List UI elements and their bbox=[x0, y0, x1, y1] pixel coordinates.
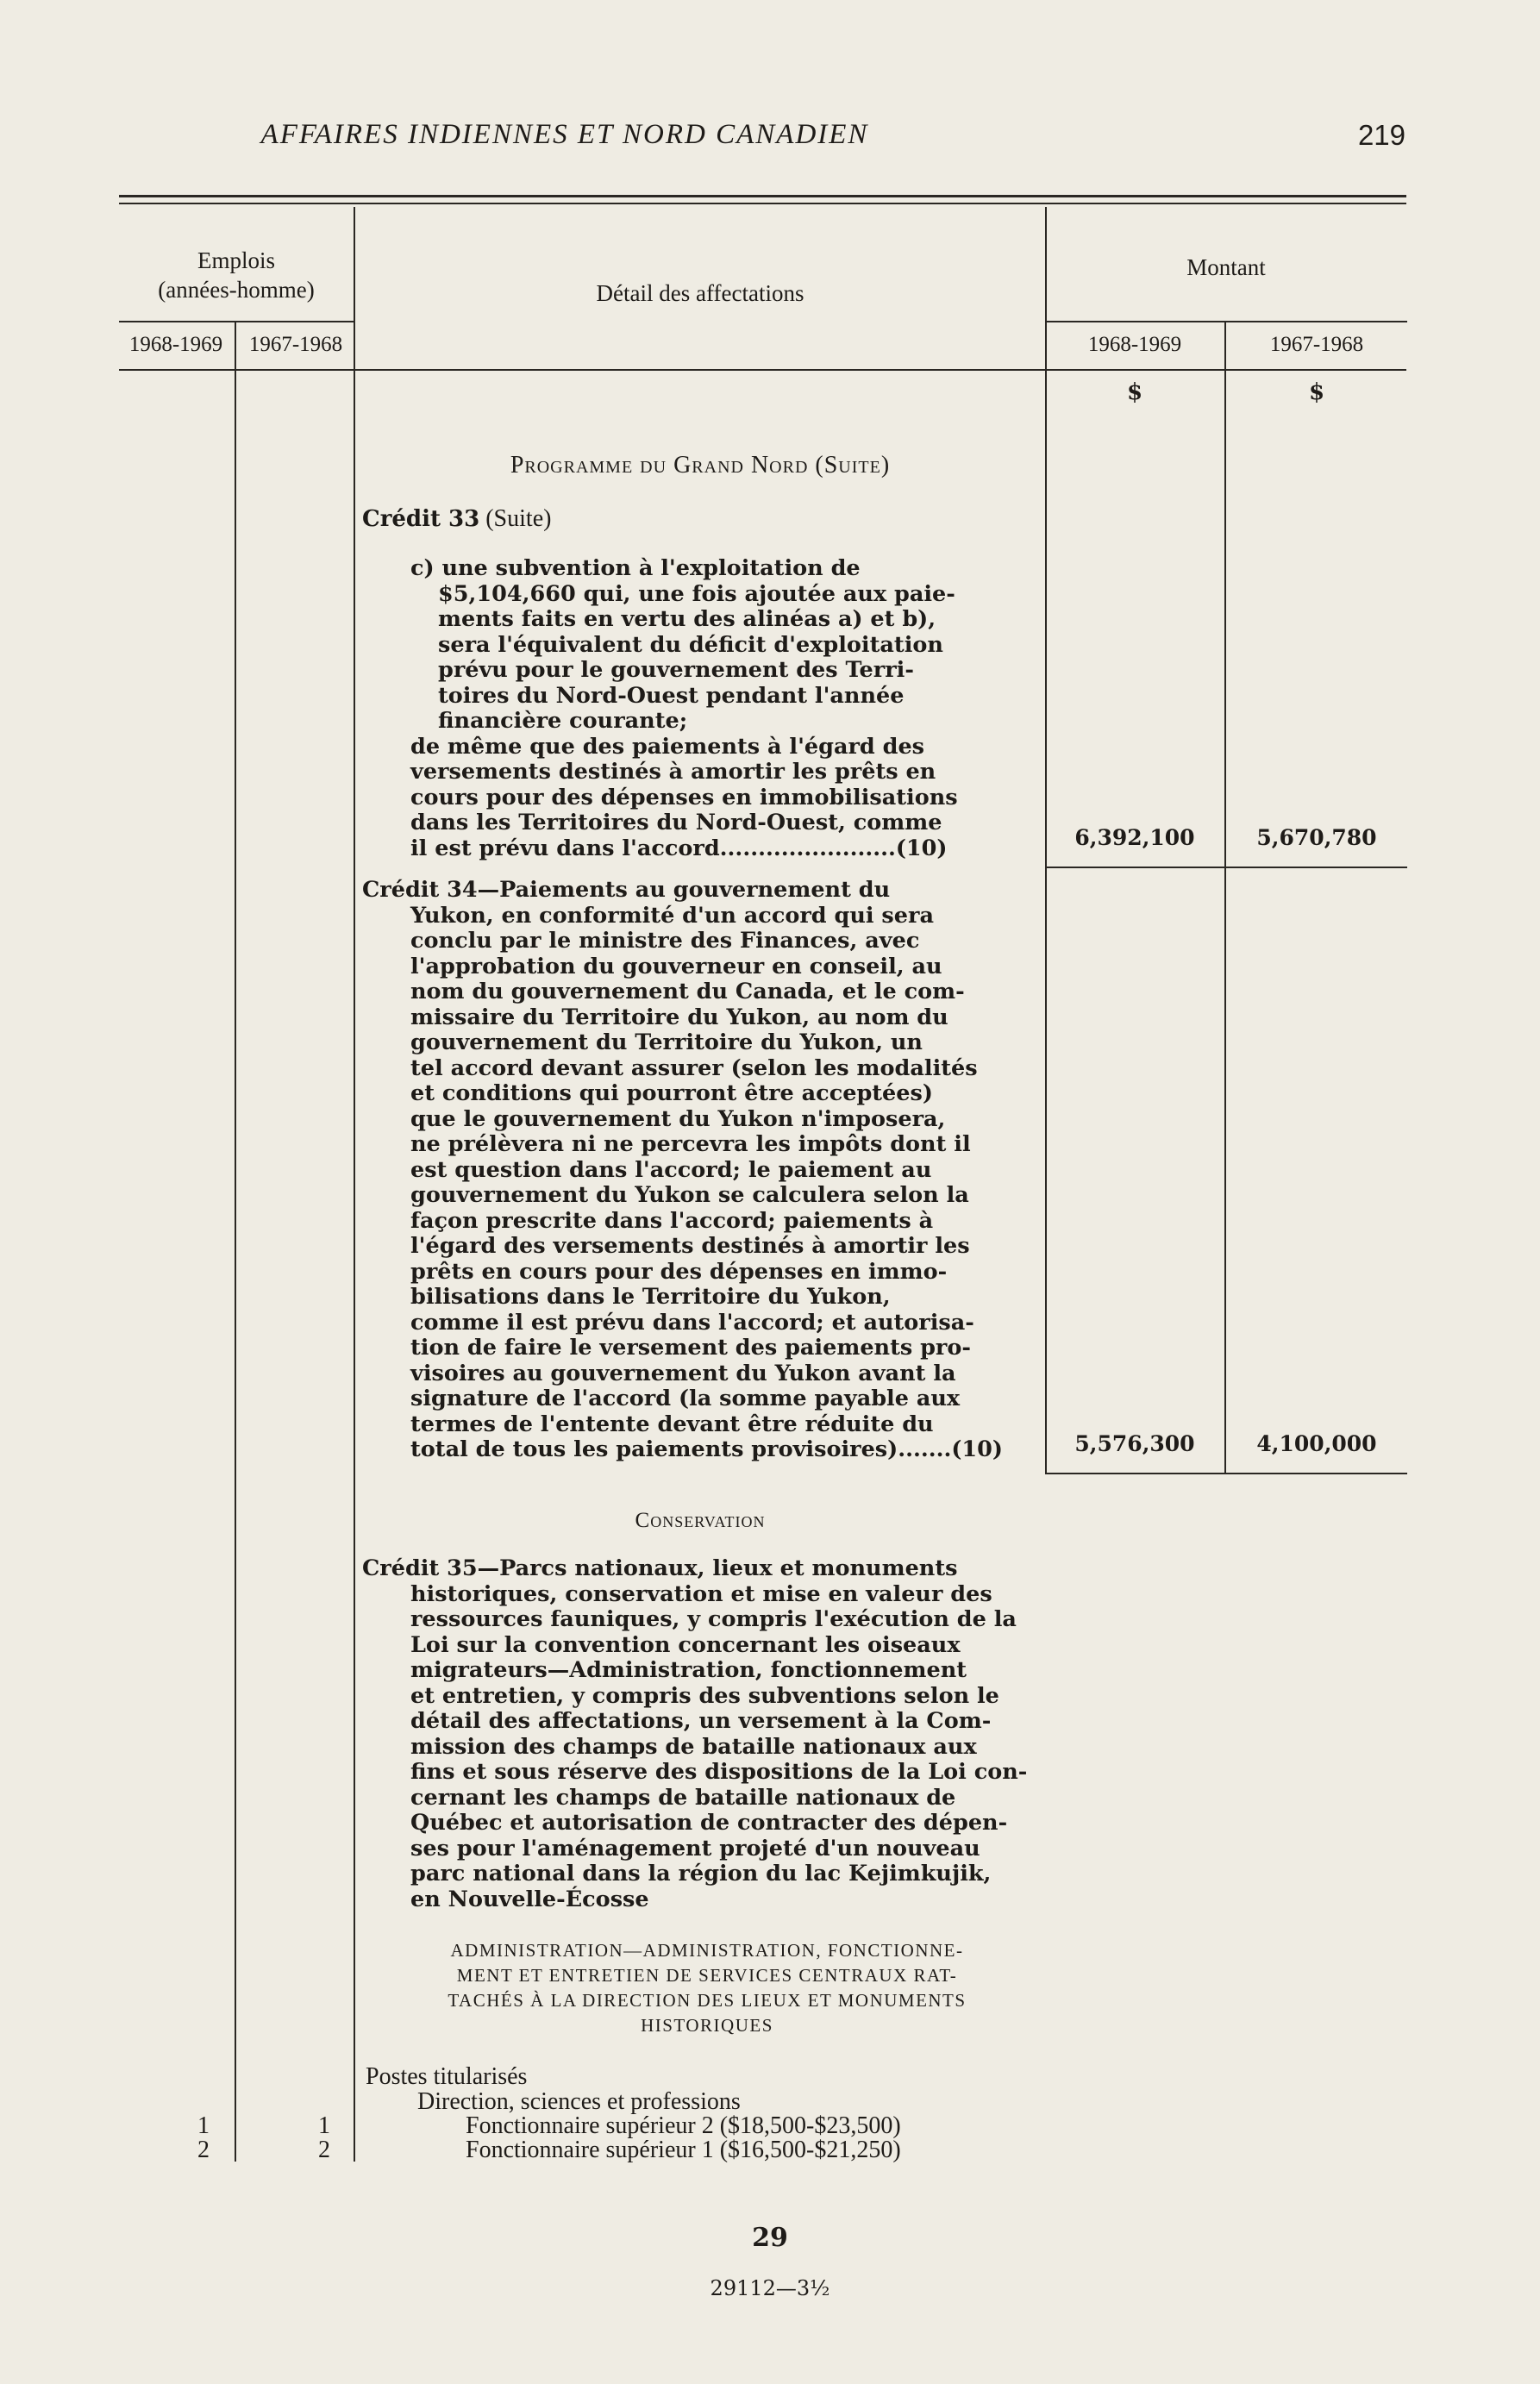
credit-33-line: toires du Nord-Ouest pendant l'année bbox=[438, 682, 905, 709]
page-number: 219 bbox=[1357, 119, 1405, 151]
credit-34-line: que le gouvernement du Yukon n'imposera, bbox=[410, 1105, 946, 1132]
credit-34-amount-rule bbox=[1045, 1473, 1407, 1474]
credit-34-line: conclu par le ministre des Finances, avec bbox=[410, 928, 920, 954]
annees-homme-label: (années-homme) bbox=[158, 277, 315, 303]
admin-heading-line: ADMINISTRATION—ADMINISTRATION, FONCTIONNE- bbox=[450, 1940, 964, 1961]
admin-heading-line: TACHÉS À LA DIRECTION DES LIEUX ET MONUMENTS bbox=[448, 1990, 967, 2011]
col-divider-detail-left bbox=[354, 207, 355, 2162]
credit-34-text bbox=[362, 878, 1043, 1463]
admin-heading bbox=[405, 1938, 1009, 2038]
year-header-montant-1967: 1967-1968 bbox=[1269, 333, 1364, 356]
table-row-label: Fonctionnaire supérieur 2 ($18,500-$23,500) bbox=[466, 2112, 901, 2139]
credit-33-item-c bbox=[410, 556, 1040, 861]
emplois-1968-value: 2 bbox=[197, 2137, 210, 2163]
col-divider-montant bbox=[1224, 321, 1226, 1474]
credit-34-line: l'approbation du gouverneur en conseil, au bbox=[410, 953, 942, 979]
credit-35-line: en Nouvelle-Écosse bbox=[410, 1886, 649, 1912]
credit-35-line: et entretien, y compris des subventions selon le bbox=[410, 1682, 999, 1709]
credit-33-line: financière courante; bbox=[438, 708, 688, 734]
credit-34-line: tel accord devant assurer (selon les modalités bbox=[410, 1054, 978, 1081]
year-header-emplois-1968: 1968-1969 bbox=[128, 333, 223, 356]
credit-33-line: sera l'équivalent du déficit d'exploitation bbox=[438, 631, 943, 658]
credit-34-line: termes de l'entente devant être réduite du bbox=[410, 1411, 934, 1437]
direction-category: Direction, sciences et professions bbox=[417, 2088, 741, 2115]
credit-35-line: mission des champs de bataille nationaux aux bbox=[410, 1733, 977, 1760]
section-title-conservation: Conservation bbox=[635, 1509, 766, 1532]
emplois-1968-value: 1 bbox=[197, 2112, 210, 2139]
emplois-1967-value: 1 bbox=[318, 2112, 330, 2139]
emplois-header bbox=[119, 246, 354, 304]
credit-34-amount-1968: 5,576,300 bbox=[1074, 1431, 1195, 1456]
section-title-grand-nord: Programme du Grand Nord (Suite) bbox=[510, 452, 891, 479]
credit-33-suffix: (Suite) bbox=[479, 505, 552, 532]
col-divider-emplois bbox=[235, 321, 236, 2162]
credit-35-line: détail des affectations, un versement à la Com- bbox=[410, 1708, 992, 1734]
emplois-1967-value: 2 bbox=[318, 2137, 330, 2163]
credit-35-text bbox=[362, 1556, 1043, 1912]
credit-34-line: façon prescrite dans l'accord; paiements à bbox=[410, 1207, 934, 1234]
credit-35-line: Loi sur la convention concernant les oiseaux bbox=[410, 1631, 961, 1658]
header-bottom-rule bbox=[119, 369, 1406, 371]
credit-34-line: l'égard des versements destinés à amortir les bbox=[410, 1233, 970, 1259]
credit-34-line: gouvernement du Territoire du Yukon, un bbox=[410, 1029, 923, 1055]
dollar-sign-1967: $ bbox=[1308, 379, 1325, 405]
table-row-label: Fonctionnaire supérieur 1 ($16,500-$21,250) bbox=[466, 2137, 901, 2163]
credit-34-line: et conditions qui pourront être acceptées) bbox=[410, 1080, 933, 1106]
top-rule-1 bbox=[119, 195, 1406, 197]
credit-35-line: migrateurs—Administration, fonctionnement bbox=[410, 1657, 967, 1683]
credit-33-line: c) une subvention à l'exploitation de bbox=[410, 555, 861, 581]
credit-33-line: $5,104,660 qui, une fois ajoutée aux paie- bbox=[438, 580, 955, 607]
credit-35-line: ses pour l'aménagement projeté d'un nouveau bbox=[410, 1835, 980, 1862]
page-header-title: AFFAIRES INDIENNES ET NORD CANADIEN bbox=[260, 119, 869, 150]
credit-35-line: ressources fauniques, y compris l'exécution de la bbox=[410, 1606, 1017, 1632]
credit-33-line: dans les Territoires du Nord-Ouest, comme bbox=[410, 810, 942, 835]
credit-35-line: historiques, conservation et mise en valeur des bbox=[410, 1580, 992, 1607]
credit-34-line: missaire du Territoire du Yukon, au nom du bbox=[410, 1004, 948, 1030]
year-header-montant-1968: 1968-1969 bbox=[1087, 333, 1182, 356]
credit-34-line: Crédit 34—Paiements au gouvernement du bbox=[362, 877, 891, 903]
credit-34-line: visoires au gouvernement du Yukon avant la bbox=[410, 1360, 956, 1386]
credit-33-label: Crédit 33 bbox=[362, 506, 480, 532]
dollar-sign-1968: $ bbox=[1126, 379, 1143, 405]
credit-33-amount-1968: 6,392,100 bbox=[1074, 825, 1195, 850]
print-code: 29112—3½ bbox=[710, 2276, 830, 2300]
admin-heading-line: HISTORIQUES bbox=[641, 2015, 773, 2036]
signature-mark: 29 bbox=[752, 2223, 788, 2253]
detail-header: Détail des affectations bbox=[596, 280, 804, 306]
credit-33-heading bbox=[362, 505, 551, 533]
year-header-emplois-1967: 1967-1968 bbox=[248, 333, 343, 356]
credit-33-line: de même que des paiements à l'égard des bbox=[410, 733, 925, 760]
emplois-label: Emplois bbox=[197, 247, 275, 273]
credit-34-line: gouvernement du Yukon se calculera selon la bbox=[410, 1182, 969, 1208]
credit-35-line: Québec et autorisation de contracter des dépen- bbox=[410, 1810, 1008, 1836]
credit-33-line: il est prévu dans l'accord.......................(10) bbox=[410, 835, 948, 861]
credit-34-line: est question dans l'accord; le paiement au bbox=[410, 1156, 932, 1183]
credit-34-line: ne prélèvera ni ne percevra les impôts dont il bbox=[410, 1131, 971, 1157]
admin-heading-line: MENT ET ENTRETIEN DE SERVICES CENTRAUX RAT- bbox=[456, 1965, 958, 1986]
credit-35-line: Crédit 35—Parcs nationaux, lieux et monuments bbox=[362, 1555, 958, 1581]
credit-35-line: cernant les champs de bataille nationaux de bbox=[410, 1784, 956, 1811]
credit-34-line: comme il est prévu dans l'accord; et autorisa- bbox=[410, 1309, 974, 1336]
credit-34-line: tion de faire le versement des paiements pro- bbox=[410, 1335, 971, 1361]
credit-34-line: total de tous les paiements provisoires).......(10) bbox=[410, 1436, 1003, 1462]
credit-33-line: versements destinés à amortir les prêts en bbox=[410, 759, 936, 785]
credit-34-line: Yukon, en conformité d'un accord qui sera bbox=[410, 902, 934, 929]
credit-33-amount-1967: 5,670,780 bbox=[1256, 825, 1377, 850]
credit-33-line: prévu pour le gouvernement des Terri- bbox=[438, 657, 914, 683]
credit-34-line: signature de l'accord (la somme payable aux bbox=[410, 1386, 961, 1411]
credit-34-line: bilisations dans le Territoire du Yukon, bbox=[410, 1284, 891, 1310]
postes-titularises: Postes titularisés bbox=[366, 2063, 528, 2090]
credit-34-line: nom du gouvernement du Canada, et le com- bbox=[410, 979, 965, 1004]
credit-35-line: parc national dans la région du lac Kejimkujik, bbox=[410, 1861, 992, 1887]
credit-34-amount-1967: 4,100,000 bbox=[1256, 1431, 1377, 1456]
credit-34-line: prêts en cours pour des dépenses en immo- bbox=[410, 1258, 948, 1285]
credit-33-amount-rule bbox=[1045, 867, 1407, 868]
montant-header: Montant bbox=[1186, 254, 1266, 280]
credit-33-line: cours pour des dépenses en immobilisations bbox=[410, 784, 958, 810]
top-rule-2 bbox=[119, 203, 1406, 204]
credit-35-line: fins et sous réserve des dispositions de la Loi con- bbox=[410, 1759, 1028, 1785]
credit-33-line: ments faits en vertu des alinéas a) et b), bbox=[438, 606, 936, 632]
montant-subrule bbox=[1045, 321, 1407, 322]
emplois-subrule bbox=[119, 321, 354, 322]
